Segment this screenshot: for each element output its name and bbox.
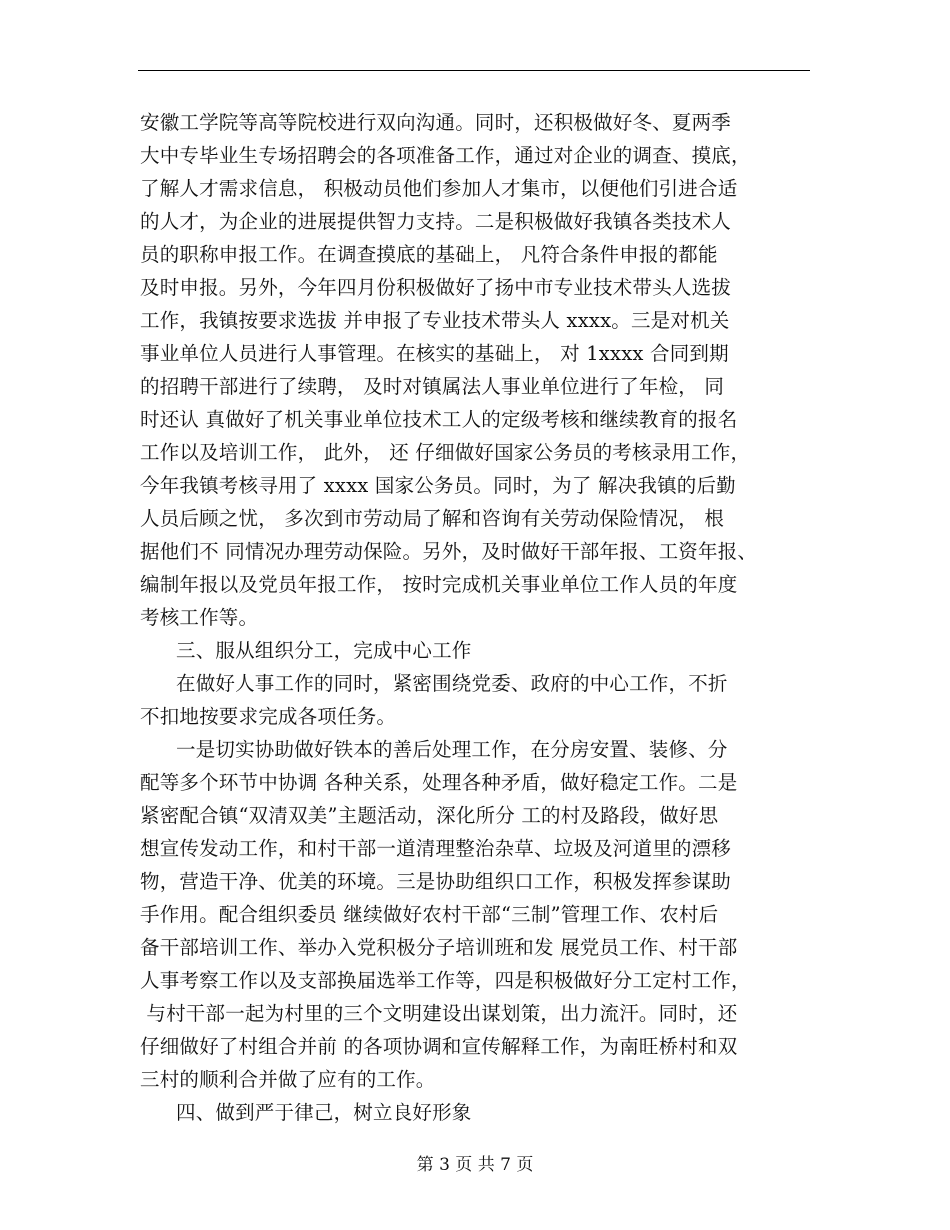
text-line: 仔细做好了村组合并前 的各项协调和宣传解释工作，为南旺桥村和双 <box>140 1035 738 1058</box>
text-line: 大中专毕业生专场招聘会的各项准备工作，通过对企业的调查、摸底， <box>140 144 751 167</box>
text-line: 物，营造干净、优美的环境。三是协助组织口工作，积极发挥参谋助 <box>140 870 732 893</box>
text-line: 一是切实协助做好铁本的善后处理工作，在分房安置、装修、分 <box>176 738 728 761</box>
text-line: 考核工作等。 <box>140 606 259 629</box>
section-heading: 四、做到严于律己，树立良好形象 <box>176 1101 472 1124</box>
page-number-footer: 第 3 页 共 7 页 <box>416 1155 534 1175</box>
text-line: 的招聘干部进行了续聘， 及时对镇属法人事业单位进行了年检， 同 <box>140 375 725 398</box>
text-line: 不扣地按要求完成各项任务。 <box>140 705 397 728</box>
text-line: 手作用。配合组织委员 继续做好农村干部“三制”管理工作、农村后 <box>140 903 719 926</box>
text-line: 员的职称申报工作。在调查摸底的基础上， 凡符合条件申报的都能 <box>140 243 718 266</box>
text-line: 人员后顾之忧， 多次到市劳动局了解和咨询有关劳动保险情况， 根 <box>140 507 725 530</box>
text-line: 在做好人事工作的同时，紧密围绕党委、政府的中心工作，不折 <box>176 672 728 695</box>
text-line: 配等多个环节中协调 各种关系，处理各种矛盾，做好稳定工作。二是 <box>140 771 738 794</box>
header-rule <box>138 70 810 71</box>
text-line: 人事考察工作以及支部换届选举工作等，四是积极做好分工定村工作， <box>140 969 751 992</box>
text-line: 编制年报以及党员年报工作， 按时完成机关事业单位工作人员的年度 <box>140 573 738 596</box>
body-text <box>140 106 820 1129</box>
text-line: 工作，我镇按要求选拔 并申报了专业技术带头人 xxxx。三是对机关 <box>140 309 730 332</box>
text-line: 安徽工学院等高等院校进行双向沟通。同时，还积极做好冬、夏两季 <box>140 111 732 134</box>
text-line: 据他们不 同情况办理劳动保险。另外，及时做好干部年报、工资年报、 <box>140 540 758 563</box>
section-heading: 三、服从组织分工，完成中心工作 <box>176 639 472 662</box>
text-line: 想宣传发动工作，和村干部一道清理整治杂草、垃圾及河道里的漂移 <box>140 837 732 860</box>
text-line: 的人才，为企业的进展提供智力支持。二是积极做好我镇各类技术人 <box>140 210 732 233</box>
text-line: 紧密配合镇“双清双美”主题活动，深化所分 工的村及路段，做好思 <box>140 804 719 827</box>
text-line: 三村的顺利合并做了应有的工作。 <box>140 1068 436 1091</box>
text-line: 了解人才需求信息， 积极动员他们参加人才集市，以便他们引进合适 <box>140 177 738 200</box>
text-line: 备干部培训工作、举办入党积极分子培训班和发 展党员工作、村干部 <box>140 936 738 959</box>
text-line: 事业单位人员进行人事管理。在核实的基础上， 对 1xxxx 合同到期 <box>140 342 729 365</box>
text-line: 工作以及培训工作， 此外， 还 仔细做好国家公务员的考核录用工作， <box>140 441 751 464</box>
text-line: 与村干部一起为村里的三个文明建设出谋划策，出力流汗。同时，还 <box>140 1002 738 1025</box>
text-line: 时还认 真做好了机关事业单位技术工人的定级考核和继续教育的报名 <box>140 408 738 431</box>
text-line: 及时申报。另外，今年四月份积极做好了扬中市专业技术带头人选拔 <box>140 276 732 299</box>
text-line: 今年我镇考核寻用了 xxxx 国家公务员。同时，为了 解决我镇的后勤 <box>140 474 736 497</box>
